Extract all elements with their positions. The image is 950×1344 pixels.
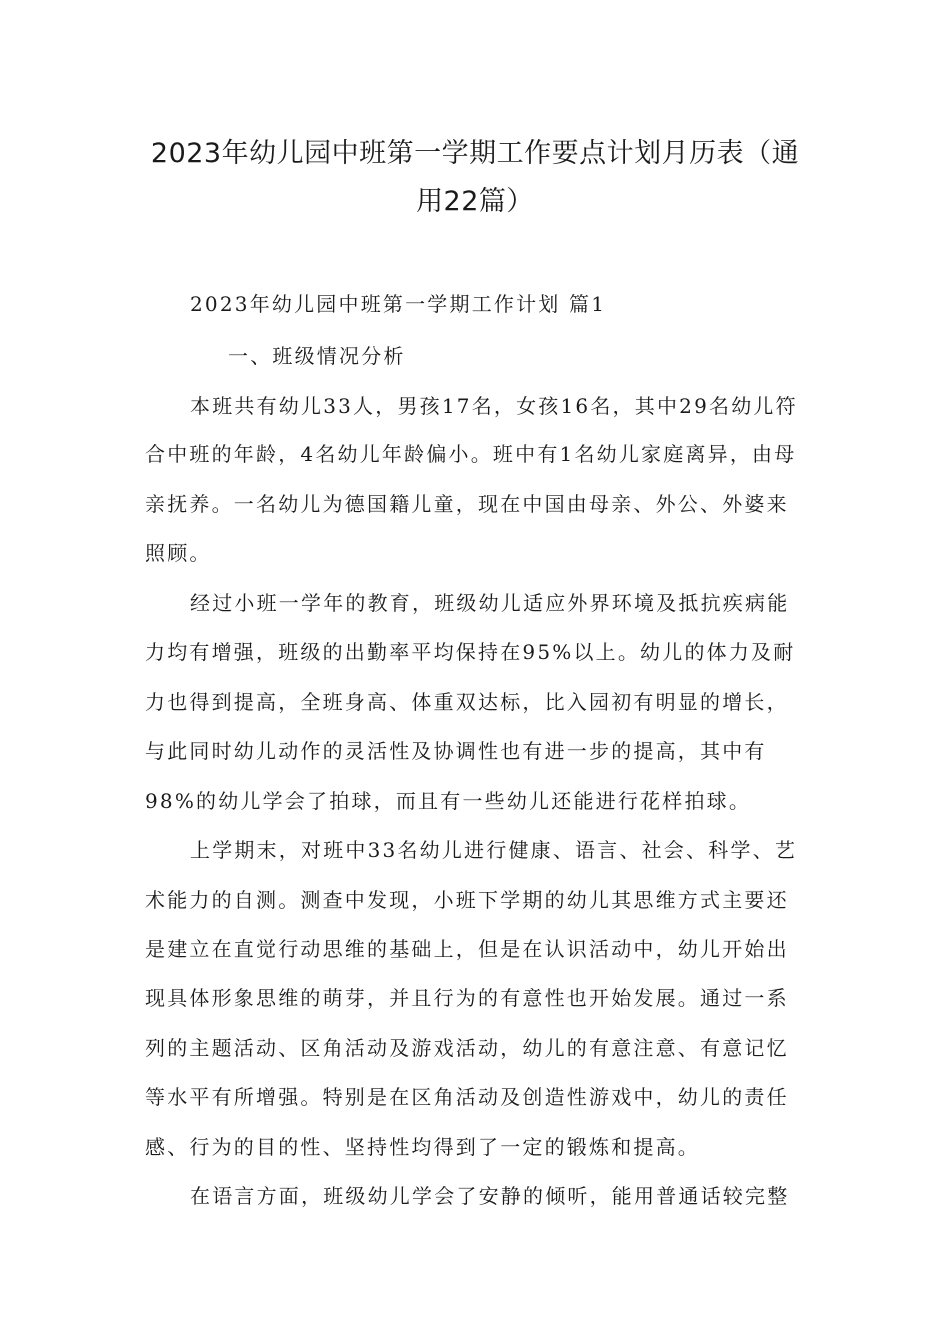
paragraph-2-line-2: 力均有增强，班级的出勤率平均保持在95%以上。幼儿的体力及耐 — [145, 640, 796, 664]
title-line-1: 2023年幼儿园中班第一学期工作要点计划月历表（通 — [150, 138, 800, 169]
paragraph-1-line-4: 照顾。 — [145, 541, 212, 565]
paragraph-1-line-2: 合中班的年龄，4名幼儿年龄偏小。班中有1名幼儿家庭离异，由母 — [145, 442, 797, 466]
paragraph-2-line-5: 98%的幼儿学会了拍球，而且有一些幼儿还能进行花样拍球。 — [145, 789, 752, 813]
document-title — [140, 130, 810, 226]
paragraph-3-line-4: 现具体形象思维的萌芽，并且行为的有意性也开始发展。通过一系 — [145, 986, 789, 1010]
paragraph-3-line-5: 列的主题活动、区角活动及游戏活动，幼儿的有意注意、有意记忆 — [145, 1036, 789, 1060]
subtitle: 2023年幼儿园中班第一学期工作计划 篇1 — [190, 292, 607, 316]
paragraph-4-line-1: 在语言方面，班级幼儿学会了安静的倾听，能用普通话较完整 — [190, 1184, 790, 1208]
paragraph-1-line-1: 本班共有幼儿33人，男孩17名，女孩16名，其中29名幼儿符 — [190, 394, 798, 418]
title-line-2: 用22篇） — [416, 186, 534, 217]
paragraph-2-line-1: 经过小班一学年的教育，班级幼儿适应外界环境及抵抗疾病能 — [190, 591, 790, 615]
paragraph-2-line-3: 力也得到提高，全班身高、体重双达标，比入园初有明显的增长， — [145, 690, 789, 714]
paragraph-2-line-4: 与此同时幼儿动作的灵活性及协调性也有进一步的提高，其中有 — [145, 739, 767, 763]
paragraph-1-line-3: 亲抚养。一名幼儿为德国籍儿童，现在中国由母亲、外公、外婆来 — [145, 492, 789, 516]
paragraph-3-line-1: 上学期末，对班中33名幼儿进行健康、语言、社会、科学、艺 — [190, 838, 798, 862]
paragraph-3-line-2: 术能力的自测。测查中发现，小班下学期的幼儿其思维方式主要还 — [145, 888, 789, 912]
section-heading: 一、班级情况分析 — [228, 344, 406, 368]
paragraph-3-line-7: 感、行为的目的性、坚持性均得到了一定的锻炼和提高。 — [145, 1135, 700, 1159]
paragraph-3-line-6: 等水平有所增强。特别是在区角活动及创造性游戏中，幼儿的责任 — [145, 1085, 789, 1109]
paragraph-3-line-3: 是建立在直觉行动思维的基础上，但是在认识活动中，幼儿开始出 — [145, 937, 789, 961]
